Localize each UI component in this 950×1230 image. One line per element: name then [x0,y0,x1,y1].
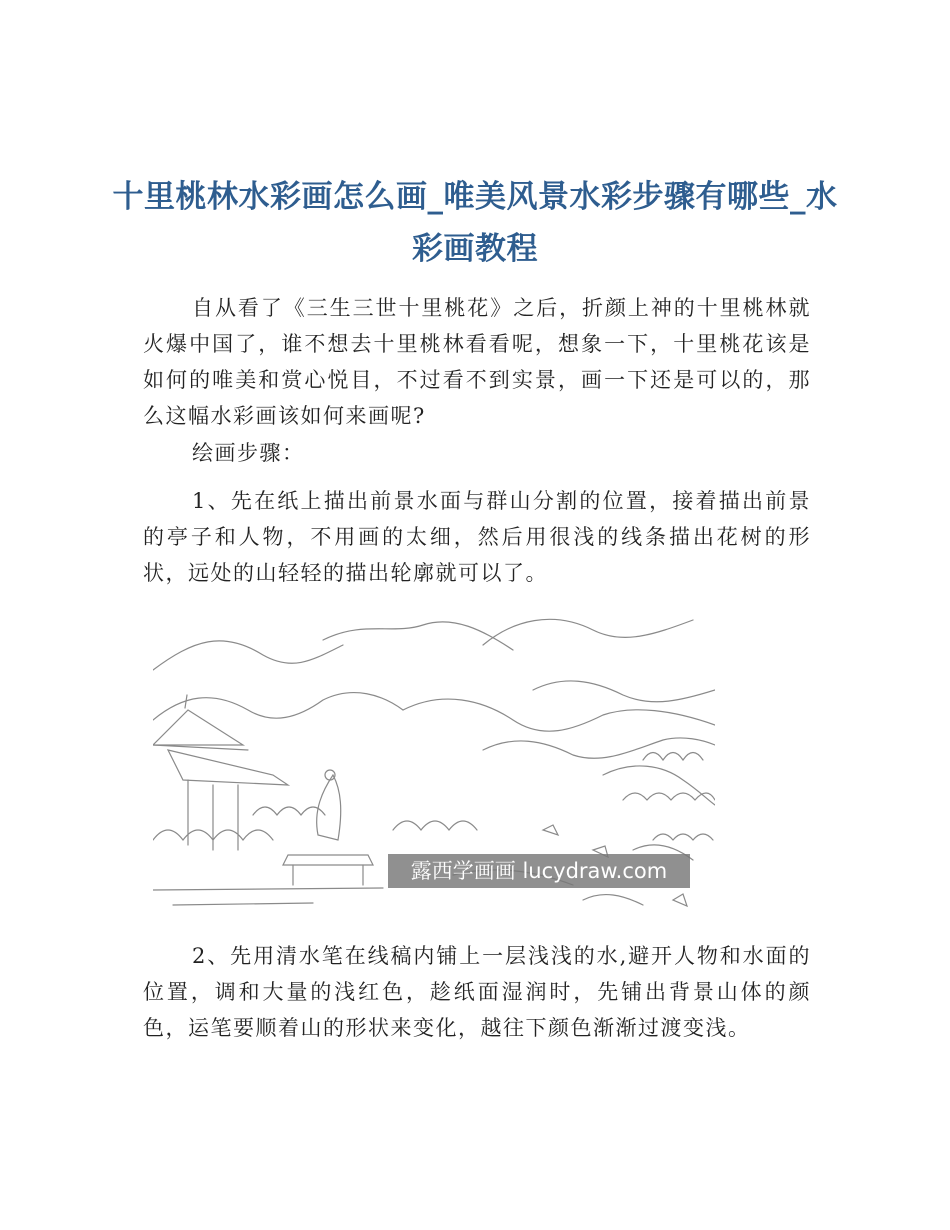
step-2-paragraph: 2、先用清水笔在线稿内铺上一层浅浅的水,避开人物和水面的位置，调和大量的浅红色，趁纸面湿润时，先铺出背景山体的颜色，运笔要顺着山的形状来变化，越往下颜色渐渐过渡变浅。 [143,944,811,1040]
article-title: 十里桃林水彩画怎么画_唯美风景水彩步骤有哪些_水彩画教程 [112,178,838,267]
intro-paragraph: 自从看了《三生三世十里桃花》之后，折颜上神的十里桃林就火爆中国了，谁不想去十里桃林看看呢，想象一下，十里桃花该是如何的唯美和赏心悦目，不过看不到实景，画一下还是可以的，那么这幅水彩画该如何来画呢? [143,296,811,428]
mountain-line [483,619,693,645]
watermark-label: 露西学画画 lucydraw.com [388,854,690,888]
mountain-line [323,622,513,650]
steps-heading: 绘画步骤： [192,441,305,465]
step-1-paragraph: 1、先在纸上描出前景水面与群山分割的位置，接着描出前景的亭子和人物，不用画的太细，然后用很浅的线条描出花树的形状，远处的山轻轻的描出轮廓就可以了。 [143,489,811,585]
mountain-line [153,641,343,670]
